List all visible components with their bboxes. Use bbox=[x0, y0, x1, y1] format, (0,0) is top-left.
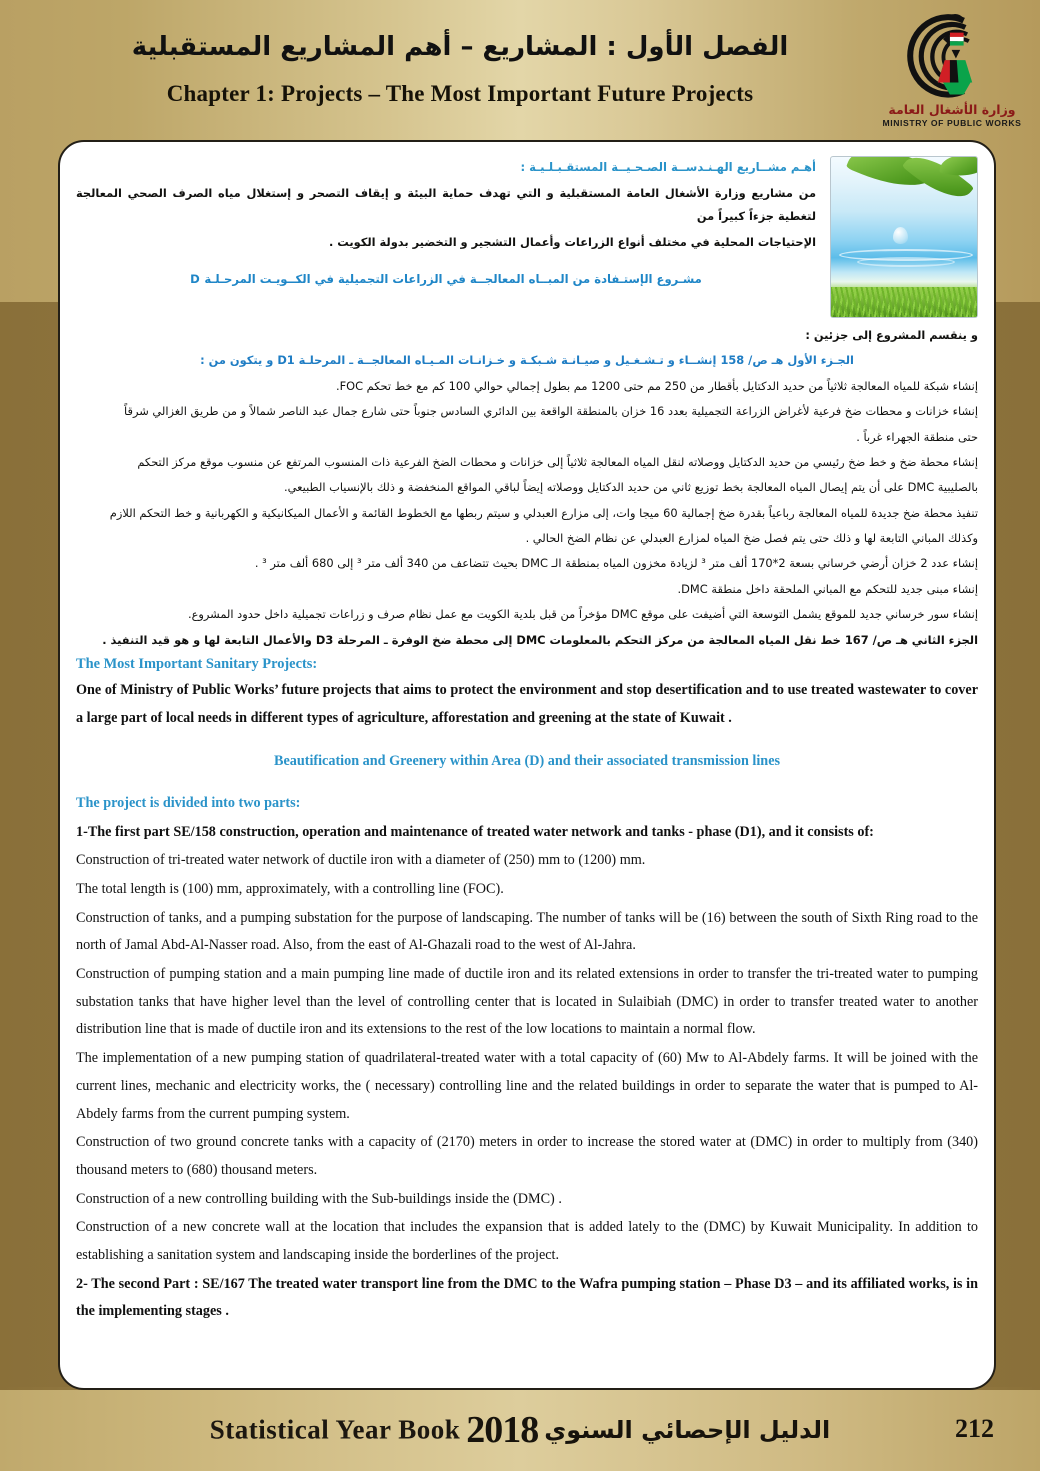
english-project-title: Beautification and Greenery within Area (D) and their associated transmission lines bbox=[273, 753, 781, 770]
arabic-divided-line: و ينقسم المشروع إلى جزئين : bbox=[805, 328, 978, 342]
arabic-bullet-3b: بالصليبية DMC على أن يتم إيصال المياه المعالجة بخط توزيع ثاني من حديد الدكتايل ووصلاته إيضاً لباقي المواقع المنخفضة و ذلك بالإنسياب الطبيعي. bbox=[284, 480, 978, 495]
english-bullet-6: Construction of two ground concrete tanks with a capacity of (2170) meters in order to increase the stored water at (DMC) in order to multiply from (340) thousand meters to (680) thousand meters. bbox=[76, 1134, 978, 1178]
ministry-logo-icon bbox=[900, 12, 1003, 98]
grass-shape bbox=[831, 287, 977, 317]
english-bullet-3: Construction of tanks, and a pumping substation for the purpose of landscaping. The number of tanks will be (16) between the south of Sixth Ring road to the north of Jamal Abd-Al-Nasser road. Also, from the east of Al-Ghazali road to the west of Al-Jahra. bbox=[76, 909, 978, 954]
ministry-logo-label-english: MINISTRY OF PUBLIC WORKS bbox=[882, 117, 1022, 128]
english-bullet-2: The total length is (100) mm, approximately, with a controlling line (FOC). bbox=[76, 881, 504, 897]
footer-year: 2018 bbox=[466, 1409, 539, 1451]
english-bullet-4: Construction of pumping station and a main pumping line made of ductile iron and its related extensions in order to transfer the tri-treated water to pumping substation tanks that have higher level than the level of controlling center that is located in Sulaibiah (DMC) in order to transfer treated water to another distribution line that is made of ductile iron and its extensions to the rest of the low locations to maintain a normal flow. bbox=[76, 966, 978, 1038]
arabic-bullet-1: إنشاء شبكة للمياه المعالجة ثلاثياً من حديد الدكتايل بأقطار من 250 مم حتى 1200 مم بطول إجمالي حوالي 100 كم مع خط تحكم FOC. bbox=[335, 378, 978, 393]
footer-title-group bbox=[0, 1408, 1040, 1452]
arabic-intro-line-1: من مشاريع وزارة الأشغال العامة المستقبلية و التي تهدف حماية البيئة و إيقاف التصحر و إستغلال مياه الصرف الصحي المعالجة لتغطية جزءاً كبيراً من bbox=[76, 186, 816, 224]
english-intro-paragraph: One of Ministry of Public Works’ future projects that aims to protect the environment and stop desertification and to use treated wastewater to cover a large part of local needs in different types of agriculture, afforestation and greening at the state of Kuwait . bbox=[76, 681, 978, 726]
content-card bbox=[58, 140, 996, 1390]
english-part1-heading: 1-The first part SE/158 construction, operation and maintenance of treated water network and tanks - phase (D1), and it consists of: bbox=[76, 823, 874, 840]
arabic-part2-heading: الجزء الثاني هـ ص/ 167 خط نقل المياه المعالجة من مركز التحكم بالمعلومات DMC إلى محطة ضخ الوفرة ـ المرحلة D3 والأعمال التابعة لها و هو قيد التنفيذ . bbox=[102, 632, 978, 647]
water-drop-shape bbox=[893, 227, 908, 244]
arabic-bullet-4: تنفيذ محطة ضخ جديدة للمياه المعالجة رباعياً بقدرة ضخ إجمالية 60 ميجا وات، إلى مزارع العبدلي و سيتم ربطها مع الخطوط القائمة و الأعمال الميكانيكية و الكهربانية و خط التحكم اللازم bbox=[109, 505, 978, 520]
english-part2-heading: 2- The second Part : SE/167 The treated water transport line from the DMC to the Wafra pumping station – Phase D3 – and its affiliated works, is in the implementing stages . bbox=[76, 1275, 978, 1320]
footer-title-english: Statistical Year Book bbox=[209, 1414, 461, 1445]
content-card-inner bbox=[60, 142, 994, 1388]
chapter-title-english: Chapter 1: Projects – The Most Important Future Projects bbox=[166, 81, 754, 107]
arabic-intro-line-2: الإحتياجات المحلية في مختلف أنواع الزراعات وأعمال التشجير و التخضير بدولة الكويت . bbox=[328, 234, 816, 249]
ministry-logo bbox=[882, 12, 1022, 128]
page-header bbox=[0, 0, 1040, 136]
arabic-bullet-4b: وكذلك المباني التابعة لها و ذلك حتى يتم فصل ضخ المياه لمزارع العبدلي عن نظام الضخ الحالي . bbox=[525, 531, 978, 545]
water-nature-photo bbox=[830, 156, 978, 318]
arabic-bullet-7: إنشاء سور خرساني جديد للموقع يشمل التوسعة التي أضيفت على موقع DMC مؤخراً من قبل بلدية الكويت مع عمل نظام صرف و زراعات تجميلية داخل حدود المشروع. bbox=[187, 607, 978, 622]
footer-title-arabic: الدليل الإحصائي السنوي bbox=[544, 1416, 831, 1444]
arabic-bullet-2b: حتى منطقة الجهراء غرباً . bbox=[856, 429, 978, 444]
english-bullet-5: The implementation of a new pumping station of quadrilateral-treated water with a total capacity of (60) Mw to Al-Abdely farms. It will be joined with the current lines, mechanic and electricity works, the ( necessary) controlling line and the related buildings in order to separate the water that is pumped to Al-Abdely farms from the current pumping system. bbox=[76, 1050, 978, 1122]
arabic-bullet-3: إنشاء محطة ضخ و خط ضخ رئيسي من حديد الدكتايل ووصلاته لنقل المياه المعالجة ثلاثياً إلى خزانات و محطات الضخ الفرعية ذات المنسوب المرتفع عن منسوب موقع مركز التحكم bbox=[137, 454, 978, 469]
ministry-logo-label-arabic: وزارة الأشغال العامة bbox=[888, 102, 1016, 117]
arabic-bullet-2: إنشاء خزانات و محطات ضخ فرعية لأغراض الزراعة التجميلية بعدد 16 خزان بالمنطقة الواقعة بين الدائري السادس جنوباً حتى شارع جمال عبد الناصر شمالاً و من طريق الغزالي شرقاً bbox=[124, 404, 978, 419]
page-number: 212 bbox=[955, 1414, 994, 1443]
english-divided-line: The project is divided into two parts: bbox=[76, 794, 301, 811]
arabic-bullet-6: إنشاء مبنى جديد للتحكم مع المباني الملحقة داخل منطقة DMC. bbox=[677, 581, 978, 596]
chapter-title-arabic: الفصل الأول : المشاريع – أهم المشاريع المستقبلية bbox=[131, 32, 789, 62]
arabic-part1-heading: الجـزء الأول هـ ص/ 158 إنشــاء و تـشـغـيل و صيـانـة شـبكـة و خـزانـات المـيـاه المعالجــة ـ المرحلـة D1 و يتكون من : bbox=[200, 353, 854, 368]
english-bullet-1: Construction of tri-treated water network of ductile iron with a diameter of (250) mm to (1200) mm. bbox=[76, 852, 646, 869]
page-footer bbox=[0, 1390, 1040, 1471]
english-bullet-7: Construction of a new controlling building with the Sub-buildings inside the (DMC) . bbox=[76, 1190, 562, 1207]
arabic-bullet-5: إنشاء عدد 2 خزان أرضي خرساني بسعة 2*170 ألف متر ³ لزيادة مخزون المياه بمنطقة الـ DMC بحيث تتضاعف من 340 ألف متر ³ إلى 680 ألف متر ³ . bbox=[254, 556, 978, 571]
english-section-heading: The Most Important Sanitary Projects: bbox=[76, 655, 318, 672]
water-ripple-shape bbox=[857, 257, 955, 267]
arabic-project-title: مشـروع الإستـفادة من المبــاه المعالجــة في الزراعات التجميلية في الكــويـت المرحـلـة D bbox=[190, 272, 702, 287]
english-bullet-8: Construction of a new concrete wall at the location that includes the expansion that is added lately to the (DMC) by Kuwait Municipality. In addition to establishing a sanitation system and landscaping inside the borderlines of the project. bbox=[76, 1219, 978, 1263]
arabic-section-heading: أهـم مشــاريع الهـنـدســة الصـحـيــة المستقـبـلـيـة : bbox=[520, 160, 816, 174]
header-title-group bbox=[60, 30, 860, 107]
